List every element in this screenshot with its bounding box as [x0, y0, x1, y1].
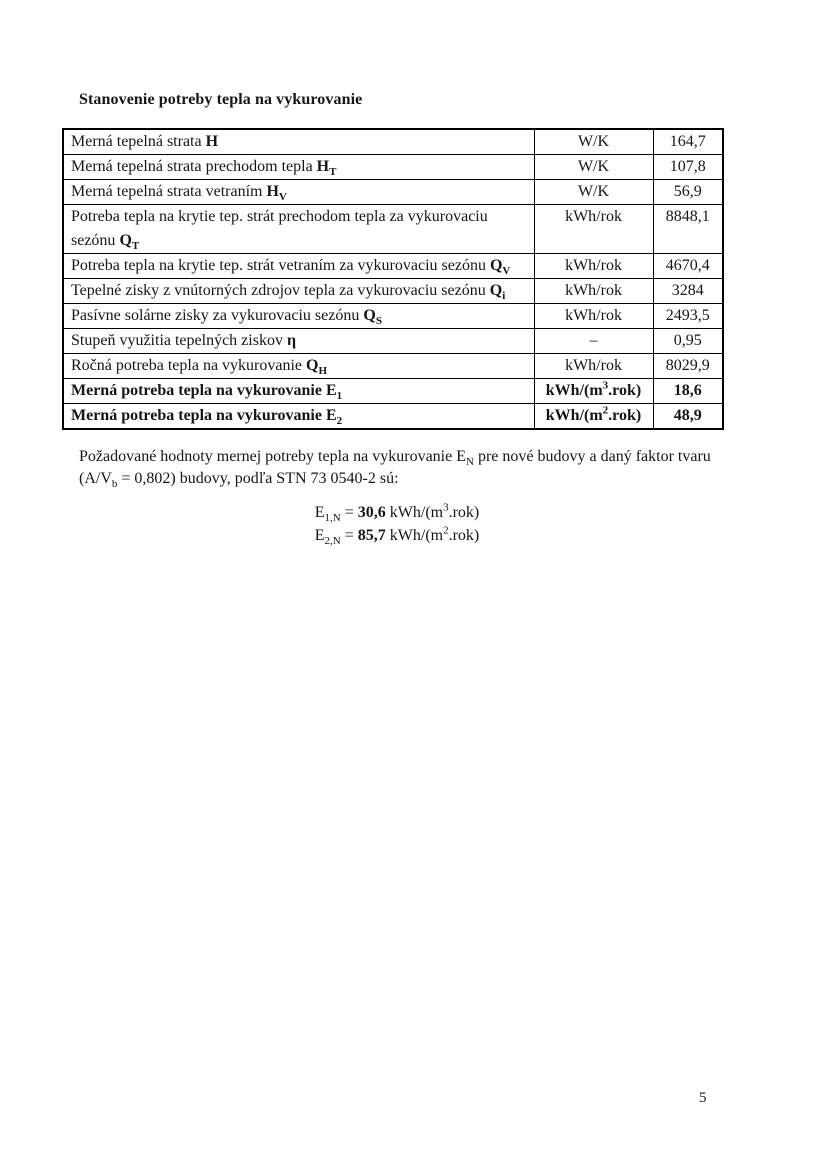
table-row	[63, 254, 723, 279]
row-value: 107,8	[653, 155, 723, 180]
row-value: 8848,1	[653, 205, 723, 254]
row-value: 3284	[653, 279, 723, 304]
row-value: 2493,5	[653, 304, 723, 329]
row-value: 4670,4	[653, 254, 723, 279]
row-label: Merná potreba tepla na vykurovanie $E_1$	[63, 379, 534, 404]
row-label: Merná tepelná strata H	[63, 129, 534, 155]
row-value: 56,9	[653, 180, 723, 205]
equation-e1n: $E_{1,N} = 30,6$ kWh/$(m^3.rok)$	[314, 501, 480, 525]
table-row	[63, 129, 723, 155]
row-unit: W/K	[534, 129, 653, 155]
row-label: Merná potreba tepla na vykurovanie $E_2$	[63, 404, 534, 430]
table-row	[63, 205, 723, 254]
row-label: Ročná potreba tepla na vykurovanie $Q_H$	[63, 354, 534, 379]
row-unit: kWh/rok	[534, 205, 653, 254]
row-label: Merná tepelná strata prechodom tepla $H_T$	[63, 155, 534, 180]
page-number: 5	[699, 1090, 707, 1106]
row-value: 164,7	[653, 129, 723, 155]
row-unit: kWh/rok	[534, 354, 653, 379]
row-label: Merná tepelná strata vetraním $H_V$	[63, 180, 534, 205]
row-label: Pasívne solárne zisky za vykurovaciu sezónu $Q_S$	[63, 304, 534, 329]
page-title: Stanovenie potreby tepla na vykurovanie	[79, 91, 363, 108]
row-value: 8029,9	[653, 354, 723, 379]
row-label: Potreba tepla na krytie tep. strát vetraním za vykurovaciu sezónu $Q_V$	[63, 254, 534, 279]
row-unit: –	[534, 329, 653, 354]
row-label: Tepelné zisky z vnútorných zdrojov tepla za vykurovaciu sezónu $Q_i$	[63, 279, 534, 304]
row-label: Potreba tepla na krytie tep. strát prechodom tepla za vykurovaciu sezónu $Q_T$	[63, 205, 534, 254]
table-row	[63, 354, 723, 379]
row-unit: kWh/rok	[534, 254, 653, 279]
row-unit: W/K	[534, 155, 653, 180]
table-row	[63, 155, 723, 180]
note-paragraph: Požadované hodnoty mernej potreby tepla na vykurovanie $E_N$ pre nové budovy a daný faktor tvaru $(A/V_b = 0,802)$ budovy, podľa STN 73 0540-2 sú:	[79, 448, 711, 491]
row-unit: kWh/$(m^2.rok)$	[534, 404, 653, 430]
row-label: Stupeň využitia tepelných ziskov η	[63, 329, 534, 354]
row-value: 0,95	[653, 329, 723, 354]
row-unit: W/K	[534, 180, 653, 205]
table-row	[63, 180, 723, 205]
table-row	[63, 304, 723, 329]
equation-e2n: $E_{2,N} = 85,7$ kWh/$(m^2.rok)$	[314, 524, 480, 548]
table-row	[63, 379, 723, 404]
heat-demand-table	[62, 128, 724, 430]
row-unit: kWh/rok	[534, 304, 653, 329]
table-row	[63, 279, 723, 304]
table-row	[63, 404, 723, 430]
row-value: 48,9	[653, 404, 723, 430]
equations-block	[79, 501, 715, 547]
row-unit: kWh/$(m^3.rok)$	[534, 379, 653, 404]
row-unit: kWh/rok	[534, 279, 653, 304]
table-row	[63, 329, 723, 354]
row-value: 18,6	[653, 379, 723, 404]
